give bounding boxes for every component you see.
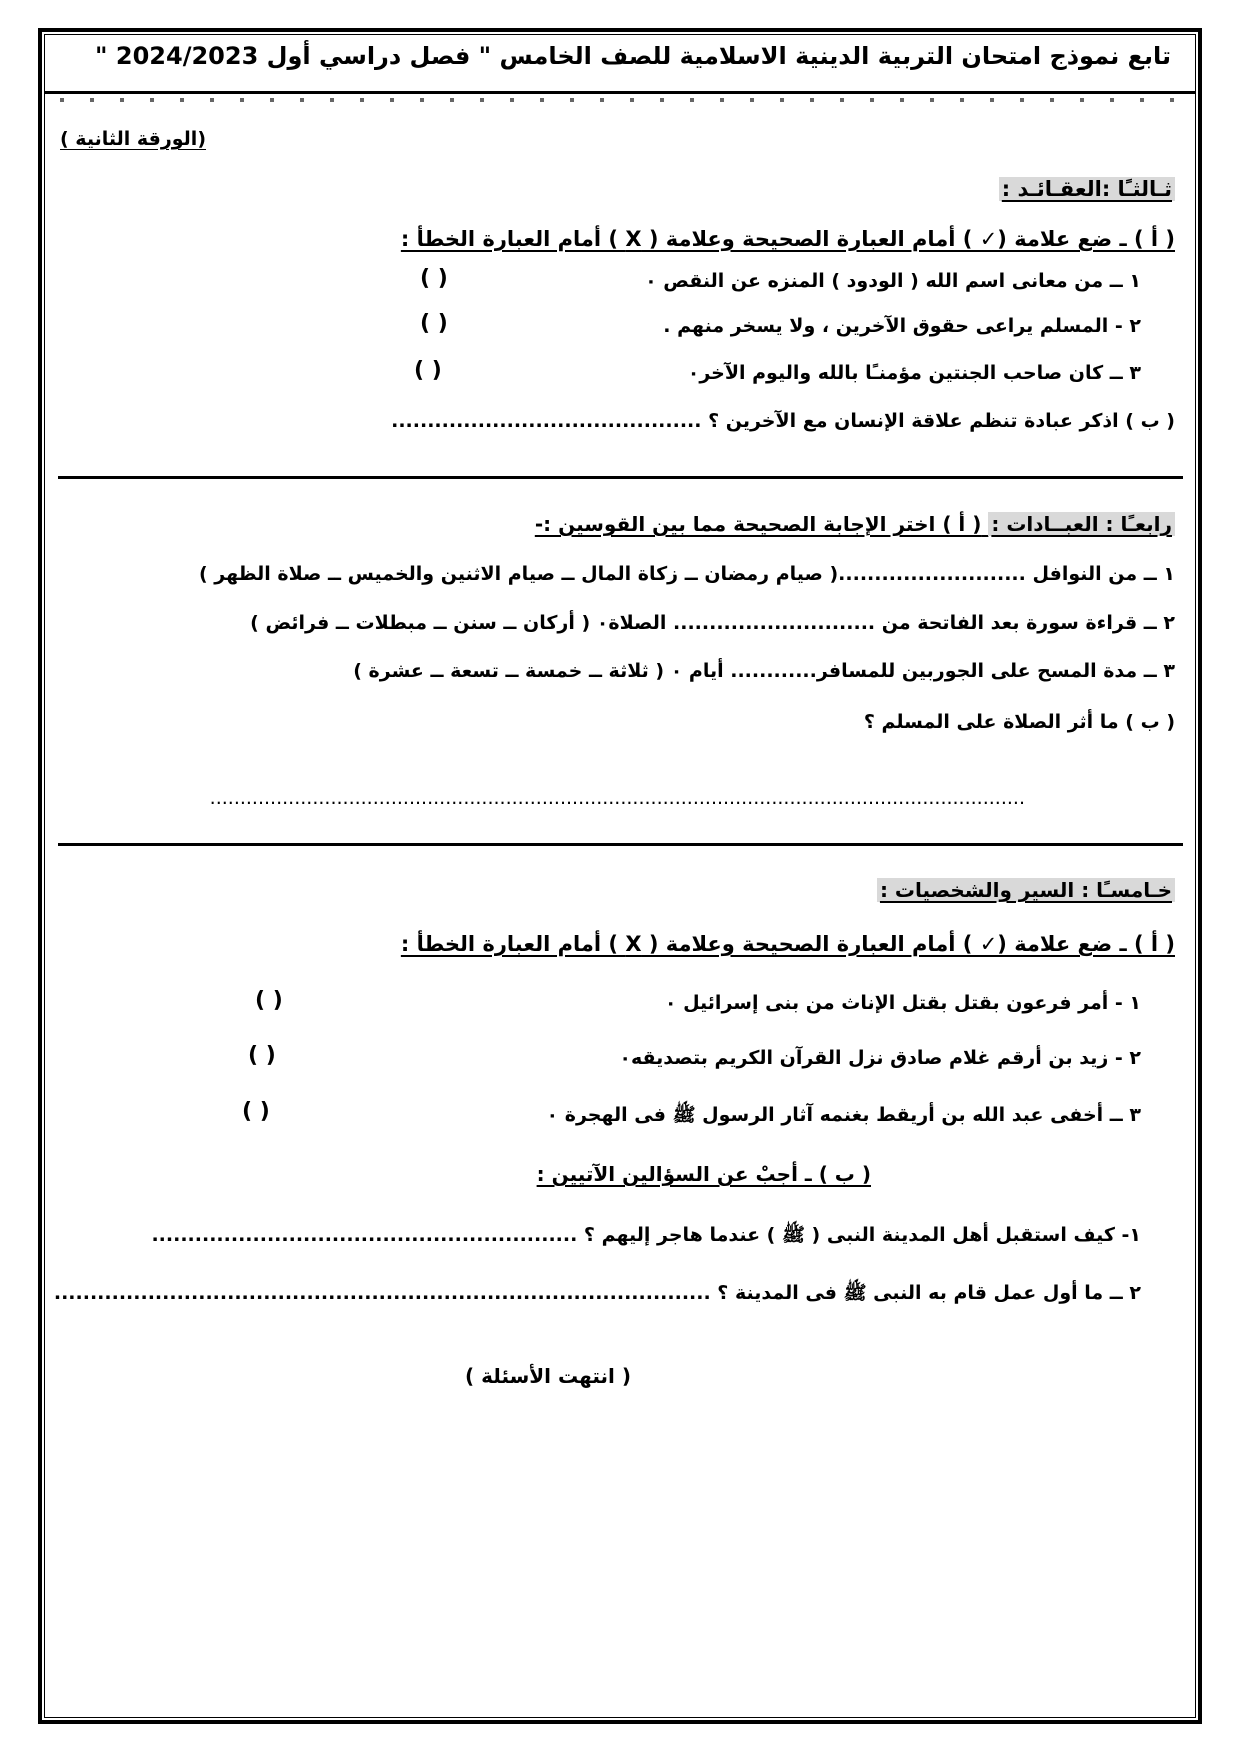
section4-header [535,512,1175,536]
s4-answer-line[interactable]: ....................................................................................................................................... [209,787,1025,809]
separator-2 [58,843,1183,846]
section3-part-a [401,227,1175,251]
s4-item-2: ٢ ــ قراءة سورة بعد الفاتحة من ............................ الصلاة٠ ( أركان ــ سنن ــ مبطلات ــ فرائض ) [250,612,1175,634]
s4-item-1: ١ ــ من النوافل ..........................( صيام رمضان ــ زكاة المال ــ صيام الاثنين والخميس ــ صلاة الظهر ) [198,563,1175,585]
end-of-questions: ( انتهت الأسئلة ) [465,1364,631,1388]
s5-answer-1[interactable]: ( ) [255,988,283,1013]
s3-answer-3[interactable]: ( ) [414,358,442,383]
s3-item-3: ٣ ــ كان صاحب الجنتين مؤمنـًا بالله واليوم الآخر٠ [687,362,1141,384]
s5-item-1: ١ - أمر فرعون بقتل بقتل الإناث من بنى إسرائيل ٠ [664,992,1141,1014]
s3-item-2: ٢ - المسلم يراعى حقوق الآخرين ، ولا يسخر منهم . [663,315,1141,337]
section5-part-a-text: ( أ ) ـ ضع علامة (✓ ) أمام العبارة الصحيحة وعلامة ( X ) أمام العبارة الخطأ : [400,932,1175,956]
s5-question-2: ٢ ــ ما أول عمل قام به النبى ﷺ فى المدينة ؟ ........................................................................................... [53,1282,1141,1304]
s5-answer-3[interactable]: ( ) [242,1099,270,1124]
s4-item-3: ٣ ــ مدة المسح على الجوربين للمسافر............ أيام ٠ ( ثلاثة ــ خمسة ــ تسعة ــ عشرة ) [353,660,1175,682]
separator-1 [58,476,1183,479]
s4-part-b: ( ب ) ما أثر الصلاة على المسلم ؟ [863,711,1175,733]
s3-item-1: ١ ــ من معانى اسم الله ( الودود ) المنزه عن النقص ٠ [645,270,1141,292]
s5-part-b-title: ( ب ) ـ أجبْ عن السؤالين الآتيين : [536,1162,871,1186]
s5-item-3: ٣ ــ أخفى عبد الله بن أريقط بغنمه آثار الرسول ﷺ فى الهجرة ٠ [546,1104,1141,1126]
s5-item-2: ٢ - زيد بن أرقم غلام صادق نزل القرآن الكريم بتصديقه٠ [619,1047,1141,1069]
section5-part-a [401,932,1175,956]
section4-title: رابعـًا : العبــادات : [988,512,1175,536]
paper-label: (الورقة الثانية ) [60,128,207,150]
cut-line-artifact [60,98,1180,102]
s3-part-b: ( ب ) اذكر عبادة تنظم علاقة الإنسان مع الآخرين ؟ ........................................... [391,410,1175,432]
section5-title: خـامسـًا : السير والشخصيات : [877,878,1175,902]
s5-answer-2[interactable]: ( ) [248,1043,276,1068]
section3-title: ثـالثـًا :العقـائـد : [999,177,1175,201]
section4-part-a: ( أ ) اختر الإجابة الصحيحة مما بين القوسين :- [534,512,982,536]
exam-title: تابع نموذج امتحان التربية الدينية الاسلامية للصف الخامس " فصل دراسي أول 2024/2023 " [95,42,1171,70]
s3-answer-1[interactable]: ( ) [420,266,448,291]
section3-part-a-text: ( أ ) ـ ضع علامة (✓ ) أمام العبارة الصحيحة وعلامة ( X ) أمام العبارة الخطأ : [400,227,1175,251]
s3-answer-2[interactable]: ( ) [420,311,448,336]
s5-question-1: ١- كيف استقبل أهل المدينة النبى ( ﷺ ) عندما هاجر إليهم ؟ ........................................................... [151,1224,1141,1246]
